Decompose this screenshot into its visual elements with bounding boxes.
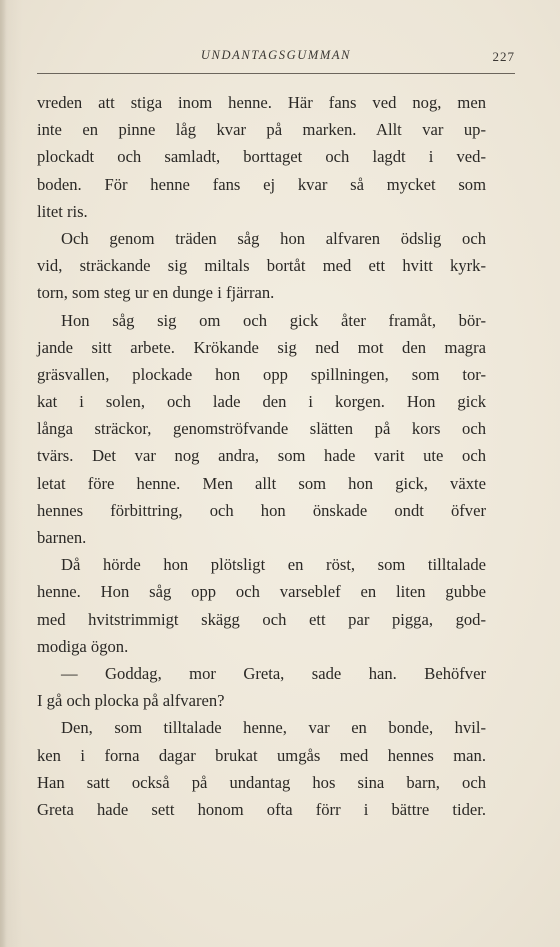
text-line: henne. Hon såg opp och varseblef en liten gubbe: [37, 582, 486, 602]
text-line: barnen.: [37, 528, 87, 547]
text-line: Den, som tilltalade henne, var en bonde, hvil-: [61, 718, 486, 738]
text-line: torn, som steg ur en dunge i fjärran.: [37, 283, 275, 303]
text-line: — Goddag, mor Greta, sade han. Behöfver: [61, 663, 486, 683]
text-line: letat före henne. Men allt som hon gick, växte: [37, 473, 486, 493]
text-line: gräsvallen, plockade hon opp spillningen, som tor-: [37, 364, 486, 384]
text-line: långa sträckor, genomströfvande slätten på kors och: [37, 419, 486, 439]
text-line: inte en pinne låg kvar på marken. Allt var up-: [37, 120, 486, 140]
text-line: Och genom träden såg hon alfvaren ödslig och: [61, 228, 486, 248]
text-line: vid, sträckande sig miltals bortåt med ett hvitt kyrk-: [37, 256, 486, 276]
text-line: boden. För henne fans ej kvar så mycket som: [37, 174, 486, 194]
text-line: vreden att stiga inom henne. Här fans ved nog, men: [37, 93, 486, 112]
running-title: UNDANTAGSGUMMAN: [200, 48, 352, 62]
text-line: Hon såg sig om och gick åter framåt, bör-: [61, 310, 486, 330]
text-line: Greta hade sett honom ofta förr i bättre tider.: [37, 799, 486, 819]
page-header: [37, 48, 515, 72]
text-line: plockadt och samladt, borttaget och lagdt i ved-: [37, 147, 486, 167]
body-text: [37, 89, 486, 823]
page-number: 227: [492, 49, 515, 64]
text-line: med hvitstrimmigt skägg och ett par pigga, god-: [37, 609, 486, 629]
text-line: modiga ögon.: [37, 636, 129, 656]
text-line: litet ris.: [37, 201, 88, 221]
text-line: tvärs. Det var nog andra, som hade varit ute och: [37, 446, 486, 466]
spine-shadow: [0, 0, 6, 947]
text-line: Han satt också på undantag hos sina barn, och: [37, 772, 486, 792]
text-line: I gå och plocka på alfvaren?: [37, 691, 225, 711]
text-line: hennes förbittring, och hon önskade ondt öfver: [37, 500, 486, 520]
text-line: ken i forna dagar brukat umgås med hennes man.: [37, 745, 486, 765]
text-line: jande sitt arbete. Krökande sig ned mot den magra: [37, 337, 486, 357]
text-line: kat i solen, och lade den i korgen. Hon gick: [37, 392, 486, 412]
text-line: Då hörde hon plötsligt en röst, som tilltalade: [61, 555, 486, 575]
header-rule: [37, 73, 515, 74]
